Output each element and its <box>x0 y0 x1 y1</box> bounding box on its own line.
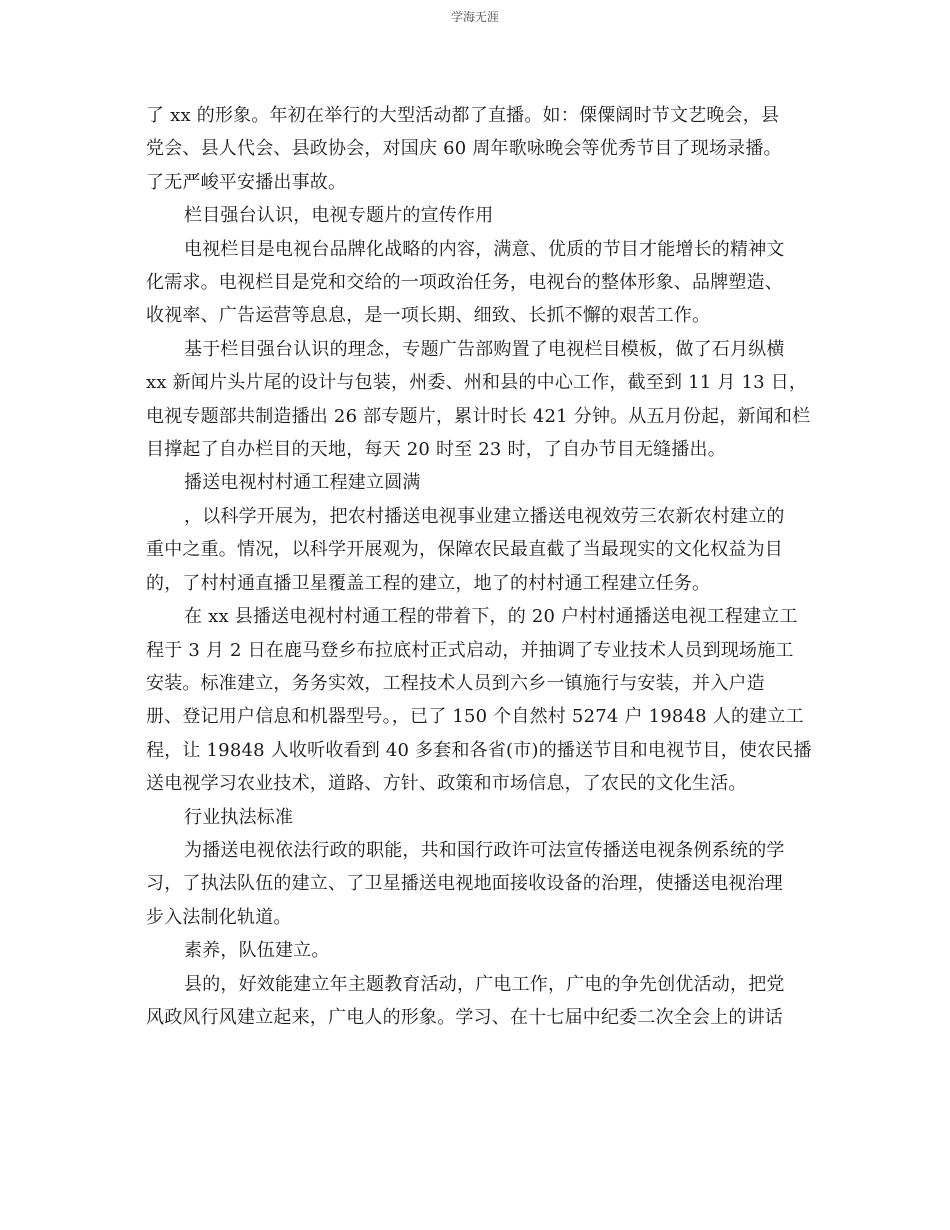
text-line: 了 xx 的形象。年初在举行的大型活动都了直播。如：傈僳阔时节文艺晚会，县 <box>146 105 780 126</box>
text-line: 程，让 19848 人收听收看到 40 多套和各省(市)的播送节目和电视节目，使农民播 <box>146 739 812 761</box>
document-body <box>146 99 812 1034</box>
text-line: 目撑起了自办栏目的天地，每天 20 时至 23 时，了自办节目无缝播出。 <box>146 439 726 461</box>
text-line: 重中之重。情况，以科学开展观为，保障农民最直截了当最现实的文化权益为目 <box>146 539 783 561</box>
text-line: 册、登记用户信息和机器型号。，已了 150 个自然村 5274 户 19848 人的建立工 <box>146 706 804 728</box>
text-line: 送电视学习农业技术，道路、方针、政策和市场信息，了农民的文化生活。 <box>146 773 747 795</box>
text-line: 党会、县人代会、县政协会，对国庆 60 周年歌咏晚会等优秀节目了现场录播。 <box>146 138 782 160</box>
text-line: 步入法制化轨道。 <box>146 906 292 928</box>
text-line: 县的，好效能建立年主题教育活动，广电工作，广电的争先创优活动，把党 <box>184 973 785 995</box>
text-line: 播送电视村村通工程建立圆满 <box>184 472 421 494</box>
text-line: 行业执法标准 <box>184 806 294 828</box>
text-line: 在 xx 县播送电视村村通工程的带着下，的 20 户村村通播送电视工程建立工 <box>184 606 798 628</box>
text-line: 习，了执法队伍的建立、了卫星播送电视地面接收设备的治理，使播送电视治理 <box>146 873 783 895</box>
text-line: xx 新闻片头片尾的设计与包装，州委、州和县的中心工作，截至到 11 月 13 日， <box>146 372 808 394</box>
text-line: 素养，队伍建立。 <box>184 940 330 962</box>
text-line: 为播送电视依法行政的职能，共和国行政许可法宣传播送电视条例系统的学 <box>184 839 785 861</box>
text-line: 化需求。电视栏目是党和交给的一项政治任务，电视台的整体形象、品牌塑造、 <box>146 272 783 294</box>
text-line: ，以科学开展为，把农村播送电视事业建立播送电视效劳三农新农村建立的 <box>184 505 785 527</box>
text-line: 基于栏目强台认识的理念，专题广告部购置了电视栏目模板，做了石月纵横 <box>184 338 785 360</box>
text-line: 电视栏目是电视台品牌化战略的内容，满意、优质的节目才能增长的精神文 <box>184 238 785 260</box>
text-line: 安装。标准建立，务务实效，工程技术人员到六乡一镇施行与安装，并入户造 <box>146 672 765 694</box>
text-line: 的，了村村通直播卫星覆盖工程的建立，地了的村村通工程建立任务。 <box>146 572 711 594</box>
text-line: 风政风行风建立起来，广电人的形象。学习、在十七届中纪委二次全会上的讲话 <box>146 1006 783 1028</box>
text-line: 了无严峻平安播出事故。 <box>146 171 347 193</box>
page-header: 学海无涯 <box>450 10 499 24</box>
text-line: 收视率、广告运营等息息，是一项长期、细致、长抓不懈的艰苦工作。 <box>146 305 711 327</box>
text-line: 程于 3 月 2 日在鹿马登乡布拉底村正式启动，并抽调了专业技术人员到现场施工 <box>146 639 794 661</box>
text-line: 栏目强台认识，电视专题片的宣传作用 <box>184 205 494 227</box>
text-line: 电视专题部共制造播出 26 部专题片，累计时长 421 分钟。从五月份起，新闻和栏 <box>146 405 811 427</box>
